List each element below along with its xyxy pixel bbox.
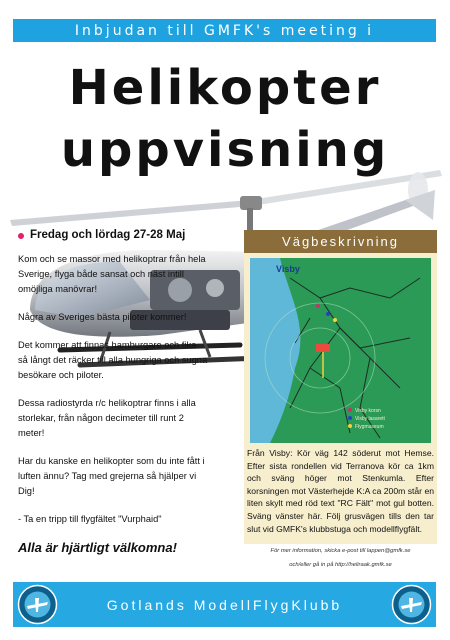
footer-banner xyxy=(13,582,436,627)
directions-panel xyxy=(244,230,437,544)
paragraph: Det kommer att finnas hamburgare och fika så långt det räcker till alla hungriga och sugna besökare och piloter. xyxy=(18,340,208,380)
paragraph: Dessa radiostyrda r/c helikoptrar finns i alla storlekar, från någon decimeter till runt 2 meter! xyxy=(18,398,196,438)
contact-website: och/eller gå in på http://heliraak.gmfk.se xyxy=(289,562,392,568)
paragraph: Några av Sveriges bästa piloter kommer! xyxy=(18,312,187,322)
invitation-banner: Inbjudan till GMFK's meeting i xyxy=(13,19,436,42)
welcome-message: Alla är hjärtligt välkomna! xyxy=(18,540,177,555)
map-legend-item: Visby korsn xyxy=(355,408,381,414)
location-map xyxy=(250,258,431,443)
event-date-label: Fredag och lördag 27-28 Maj xyxy=(30,229,186,241)
club-logo xyxy=(17,584,58,625)
invitation-text xyxy=(18,228,208,555)
club-logo xyxy=(391,584,432,625)
club-name: Gotlands ModellFlygKlubb xyxy=(106,596,343,613)
bullet-icon xyxy=(18,233,24,239)
map-legend-item: Visby lasarett xyxy=(355,416,385,422)
event-date xyxy=(18,228,208,243)
paragraph: - Ta en tripp till flygfältet "Vurphaid" xyxy=(18,514,162,524)
map-city-label: Visby xyxy=(276,264,300,274)
directions-text: Från Visby: Kör väg 142 söderut mot Hemse. Efter sista rondellen vid Terranova kör ca 1km och sväng höger mot Stenkumla. Efter korsningen mot Västerhejde K:A ca 200m står en liten skylt med röd text "RC Fält" mot gul botten. Sväng vänster här. Följ grusvägen tills den tar slut vid GMFK's klubbstuga och modellflygfält. xyxy=(247,448,434,534)
title-line-2: uppvisning xyxy=(60,122,390,178)
title-line-1: Helikopter xyxy=(68,60,382,116)
directions-title: Vägbeskrivning xyxy=(244,230,437,253)
paragraph: Kom och se massor med helikoptrar från hela Sverige, flyga både sansat och näst intill omöjliga manövrar! xyxy=(18,254,206,294)
contact-email: För mer information, skicka e-post till lappen@gmfk.se xyxy=(270,548,411,554)
map-legend-item: Flygmuseum xyxy=(355,424,384,430)
paragraph: Har du kanske en helikopter som du inte fått i luften ännu? Tag med grejerna så hjälper vi Dig! xyxy=(18,456,205,496)
